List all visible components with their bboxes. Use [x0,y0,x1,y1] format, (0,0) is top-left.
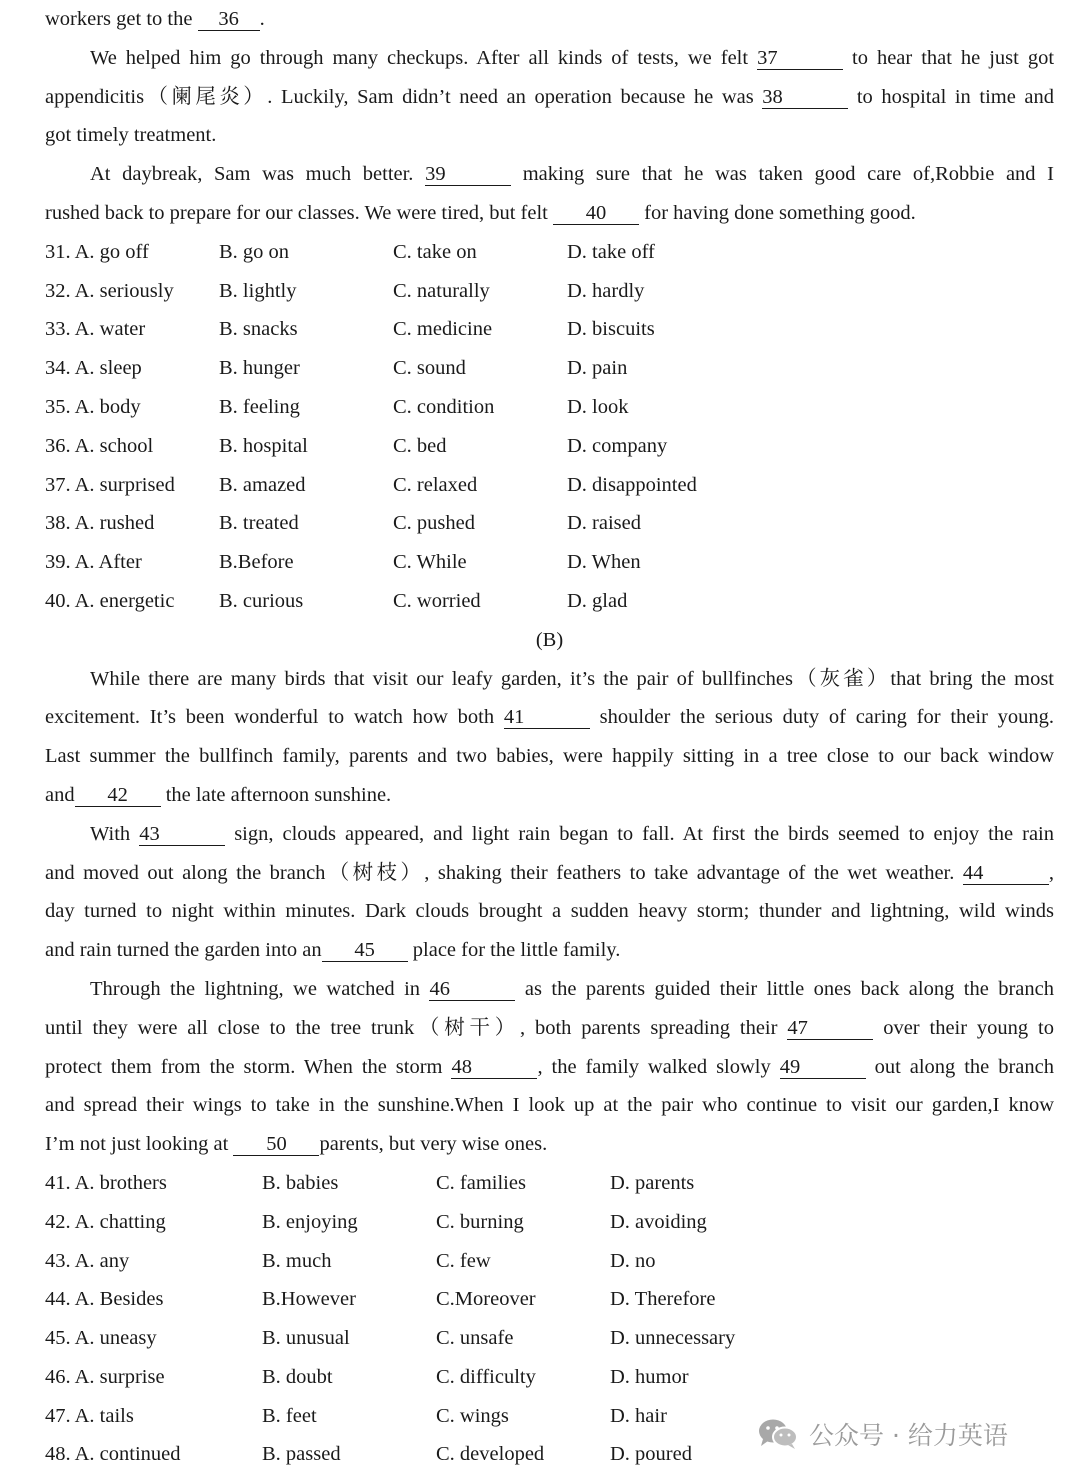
passage-text: shoulder the serious duty of caring for their young. [599,706,1054,729]
option-d: D. biscuits [567,318,655,341]
option-row [45,1203,1054,1242]
option-row [45,310,1054,349]
option-b: B. unusual [262,1327,350,1350]
option-d: D. look [567,395,629,418]
text-line [45,854,1054,893]
option-d: D. unnecessary [610,1327,736,1350]
option-c: C. families [436,1171,526,1194]
option-row [45,504,1054,543]
passage-text: over their young to [883,1016,1054,1039]
text-line [45,39,1054,78]
option-c: C. medicine [393,318,493,341]
option-c: C. burning [436,1210,524,1233]
option-a: 42. A. chatting [45,1210,166,1233]
option-a: 36. A. school [45,434,154,457]
blank-50: 50 [233,1133,319,1156]
passage-text: We helped him go through many checkups. After all kinds of tests, we felt [90,46,749,69]
blank-36: 36 [198,8,260,31]
option-row [45,427,1054,466]
blank-46: 46 [429,978,515,1001]
option-d: D. take off [567,240,655,263]
option-a: 34. A. sleep [45,357,142,380]
passage-text: With [90,822,131,845]
option-a: 39. A. After [45,551,142,574]
passage-text: to hospital in time and [856,85,1054,108]
option-row [45,543,1054,582]
punctuation: . [259,8,265,30]
watermark [757,1412,1008,1456]
text-line [45,78,1054,117]
option-a: 32. A. seriously [45,279,174,302]
option-c: C. pushed [393,512,475,535]
option-c: C.Moreover [436,1288,536,1311]
passage-text: making sure that he was taken good care of,Robbie and I [522,163,1054,186]
passage-text: workers get to the [45,8,193,30]
text-line [45,892,1054,931]
option-row [45,388,1054,427]
option-d: D. humor [610,1365,689,1388]
passage-text: sign, clouds appeared, and light rain began to fall. At first the birds seemed to enjoy the rain [234,822,1054,845]
option-b: B. snacks [219,318,298,341]
option-b: B.Before [219,551,294,574]
section-heading: (B) [535,628,564,651]
blank-41: 41 [504,706,590,729]
option-d: D. hair [610,1404,667,1427]
option-c: C. While [393,551,467,574]
option-b: B. feet [262,1404,317,1427]
passage-text: got timely treatment. [45,124,217,147]
option-row [45,1164,1054,1203]
option-c: C. condition [393,395,495,418]
blank-45: 45 [322,939,408,962]
text-line [45,698,1054,737]
blank-40: 40 [553,202,639,225]
option-c: C. relaxed [393,473,478,496]
options-list-a [45,233,1054,621]
option-b: B. doubt [262,1365,333,1388]
blank-48: 48 [451,1056,537,1079]
text-line [45,970,1054,1009]
option-a: 43. A. any [45,1249,130,1272]
option-b: B. hunger [219,357,300,380]
passage-text: and rain turned the garden into an [45,939,322,962]
passage-text: rushed back to prepare for our classes. We were tired, but felt [45,201,548,224]
option-row [45,1242,1054,1281]
option-d: D. Therefore [610,1288,716,1311]
option-d: D. raised [567,512,642,535]
option-b: B. curious [219,589,304,612]
option-a: 38. A. rushed [45,512,155,535]
option-a: 33. A. water [45,318,146,341]
option-d: D. avoiding [610,1210,707,1233]
option-d: D. glad [567,589,628,612]
option-a: 47. A. tails [45,1404,134,1427]
option-b: B. go on [219,240,290,263]
passage-text: until they were all close to the tree trunk（树干）, both parents spreading their [45,1016,778,1039]
option-d: D. hardly [567,279,645,302]
option-d: D. When [567,551,641,574]
text-line [45,155,1054,194]
watermark-label: 公众号 · 给力英语 [809,1421,1008,1450]
option-d: D. parents [610,1171,695,1194]
text-line [45,660,1054,699]
text-line [45,1125,1054,1164]
option-b: B. lightly [219,279,297,302]
blank-39: 39 [425,163,511,186]
option-row [45,1280,1054,1319]
text-line [45,0,1054,39]
option-d: D. no [610,1249,656,1272]
passage-text: At daybreak, Sam was much better. [90,163,414,186]
option-a: 45. A. uneasy [45,1327,157,1350]
option-a: 37. A. surprised [45,473,175,496]
passage-text: While there are many birds that visit our leafy garden, it’s the pair of bullfinches（灰雀）that bring the most [90,667,1054,690]
option-a: 35. A. body [45,395,141,418]
option-d: D. company [567,434,668,457]
text-line [45,1009,1054,1048]
text-line [45,737,1054,776]
text-line [45,116,1054,155]
option-row [45,582,1054,621]
passage-text: for having done something good. [644,201,916,224]
option-a: 46. A. surprise [45,1365,165,1388]
option-c: C. developed [436,1443,545,1466]
passage-text: day turned to night within minutes. Dark clouds brought a sudden heavy storm; thunder and lightning, wild winds [45,900,1054,923]
blank-44: 44 [963,862,1049,885]
option-a: 44. A. Besides [45,1288,164,1311]
option-b: B. babies [262,1171,339,1194]
passage-text: out along the branch [874,1055,1054,1078]
passage-text: excitement. It’s been wonderful to watch how both [45,706,495,729]
option-d: D. disappointed [567,473,697,496]
option-a: 41. A. brothers [45,1171,167,1194]
passage-text: , the family walked slowly [537,1055,771,1078]
text-line [45,194,1054,233]
option-a: 31. A. go off [45,240,149,263]
option-row [45,349,1054,388]
option-a: 40. A. energetic [45,589,175,612]
text-line [45,815,1054,854]
passage-text: Last summer the bullfinch family, parents and two babies, were happily sitting in a tree close to our back window [45,745,1054,768]
option-d: D. poured [610,1443,692,1466]
text-line [45,931,1054,970]
punctuation: , [1048,861,1054,884]
passage-text: as the parents guided their little ones back along the branch [524,977,1054,1000]
passage-text: protect them from the storm. When the storm [45,1055,443,1078]
passage-text: and spread their wings to take in the sunshine.When I look up at the pair who continue to visit our garden,I know [45,1094,1054,1117]
option-row [45,272,1054,311]
option-c: C. unsafe [436,1327,514,1350]
blank-38: 38 [762,86,848,109]
option-c: C. naturally [393,279,490,302]
passage-text: I’m not just looking at [45,1133,229,1156]
passage-text: and moved out along the branch（树枝）, shaking their feathers to take advantage of the wet weather. [45,861,955,884]
option-c: C. few [436,1249,491,1272]
passage-text: the late afternoon sunshine. [165,783,392,806]
passage-text: Through the lightning, we watched in [90,977,421,1000]
blank-42: 42 [75,784,161,807]
passage-text: parents, but very wise ones. [319,1133,548,1156]
option-c: C. take on [393,240,477,263]
text-line [45,776,1054,815]
blank-43: 43 [139,823,225,846]
option-row [45,1319,1054,1358]
option-c: C. wings [436,1404,509,1427]
option-a: 48. A. continued [45,1443,181,1466]
option-row [45,233,1054,272]
text-line [45,1048,1054,1087]
option-b: B. much [262,1249,332,1272]
option-d: D. pain [567,357,628,380]
option-b: B. feeling [219,395,300,418]
option-b: B.However [262,1288,356,1311]
text-line [45,1086,1054,1125]
option-b: B. passed [262,1443,341,1466]
blank-47: 47 [787,1017,873,1040]
option-b: B. amazed [219,473,306,496]
wechat-icon [757,1417,799,1451]
option-b: B. hospital [219,434,308,457]
blank-37: 37 [757,47,843,70]
option-c: C. worried [393,589,481,612]
option-row [45,466,1054,505]
passage-text: and [45,783,75,806]
passage-text: to hear that he just got [852,46,1054,69]
blank-49: 49 [780,1056,866,1079]
option-c: C. difficulty [436,1365,536,1388]
passage-text: place for the little family. [412,939,621,962]
option-b: B. enjoying [262,1210,358,1233]
option-c: C. sound [393,357,466,380]
option-c: C. bed [393,434,447,457]
option-row [45,1358,1054,1397]
passage-text: appendicitis（阑尾炎）. Luckily, Sam didn’t need an operation because he was [45,85,754,108]
exam-page [45,0,1054,1474]
option-b: B. treated [219,512,299,535]
